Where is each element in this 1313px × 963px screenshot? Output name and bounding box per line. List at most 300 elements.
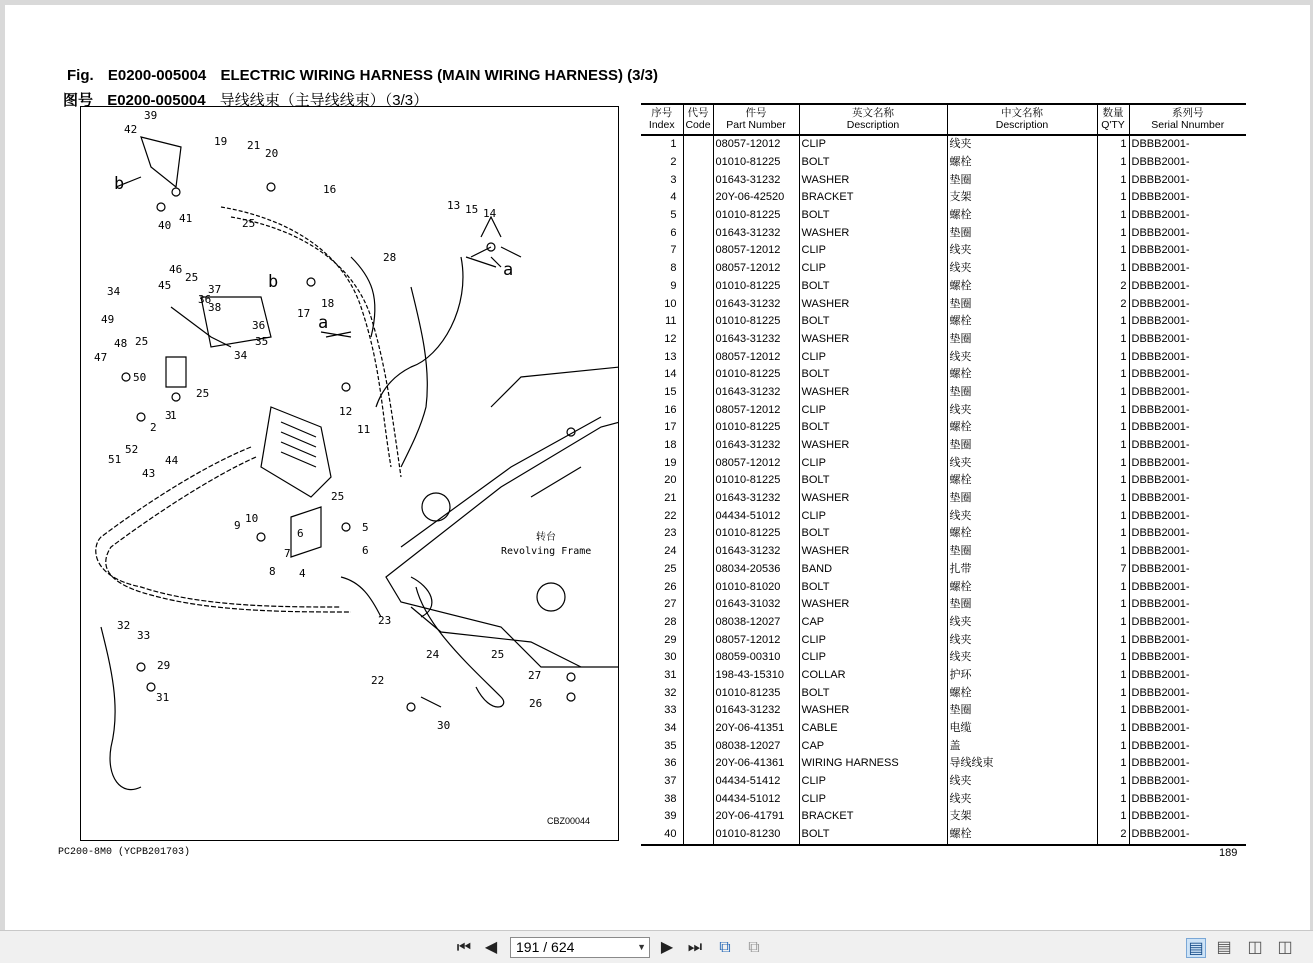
table-row [641,561,1246,579]
cell-serial: DBBB2001- [1129,702,1246,720]
cell-desc-en: CLIP [799,401,947,419]
callout-number: 23 [378,614,392,627]
cell-desc-cn: 线夹 [947,135,1097,154]
cell-qty: 1 [1097,313,1129,331]
table-row [641,578,1246,596]
cell-index: 27 [664,598,677,611]
cell-qty: 1 [1097,790,1129,808]
cell-desc-cn: 螺栓 [947,472,1097,490]
table-header-row [641,104,1246,135]
cell-code [683,684,713,702]
cell-part: 20Y-06-42520 [713,189,799,207]
chevron-down-icon[interactable]: ▼ [637,942,646,952]
table-row [641,224,1246,242]
cell-desc-cn: 垫圈 [947,596,1097,614]
cell-desc-en: BOLT [799,472,947,490]
callout-number: 20 [265,147,279,160]
first-page-icon[interactable]: ⏮ [456,939,472,956]
callout-number: 39 [144,109,158,122]
column-header [641,104,683,135]
cell-serial: DBBB2001- [1129,614,1246,632]
cell-qty: 1 [1097,242,1129,260]
cell-code [683,366,713,384]
cell-desc-cn: 垫圈 [947,384,1097,402]
cell-index: 38 [664,792,677,805]
cell-desc-en: COLLAR [799,667,947,685]
cell-desc-en: WASHER [799,384,947,402]
cell-serial: DBBB2001- [1129,755,1246,773]
page-number-select[interactable] [510,937,650,958]
table-row [641,507,1246,525]
cell-qty: 1 [1097,525,1129,543]
prev-view-icon[interactable]: ⧉ [719,939,731,956]
cell-part: 20Y-06-41351 [713,720,799,738]
cell-qty: 1 [1097,773,1129,791]
cell-desc-en: CLIP [799,242,947,260]
column-header-en: Q'TY [1101,119,1125,131]
cell-code [683,649,713,667]
cell-qty: 1 [1097,755,1129,773]
cell-index: 29 [664,633,677,646]
next-view-icon[interactable]: ⧉ [748,939,760,956]
cell-serial: DBBB2001- [1129,507,1246,525]
table-row [641,154,1246,172]
cell-desc-cn: 垫圈 [947,295,1097,313]
fig-code: E0200-005004 [107,67,207,84]
cell-part: 01643-31232 [713,295,799,313]
cell-serial: DBBB2001- [1129,437,1246,455]
column-header-en: Code [685,119,711,131]
cell-index: 28 [664,615,677,628]
callout-number: 36 [252,319,266,332]
cell-desc-cn: 垫圈 [947,437,1097,455]
cell-part: 01010-81225 [713,366,799,384]
callout-number: 30 [437,719,451,732]
cell-code [683,737,713,755]
cell-code [683,507,713,525]
table-row [641,543,1246,561]
cell-desc-en: CLIP [799,507,947,525]
cell-part: 01010-81225 [713,419,799,437]
cell-part: 08059-00310 [713,649,799,667]
callout-number: 52 [125,443,139,456]
cell-serial: DBBB2001- [1129,808,1246,826]
callout-number: 28 [383,251,397,264]
cell-serial: DBBB2001- [1129,790,1246,808]
parts-table-body [641,135,1246,845]
cell-index: 18 [664,439,677,452]
cell-desc-en: BRACKET [799,189,947,207]
fig-label-cn: 图号 [63,92,94,109]
cell-desc-en: WASHER [799,543,947,561]
continuous-view-icon[interactable]: ▤ [1216,939,1232,956]
cell-code [683,189,713,207]
last-page-icon[interactable]: ⏭ [687,939,703,956]
cell-desc-cn: 螺栓 [947,154,1097,172]
figure-title-en [67,67,668,84]
column-header [1097,104,1129,135]
cell-index: 33 [664,704,677,717]
cell-desc-en: WASHER [799,331,947,349]
cell-serial: DBBB2001- [1129,684,1246,702]
callout-number: 3 [165,409,172,422]
cell-qty: 1 [1097,401,1129,419]
cell-qty: 1 [1097,189,1129,207]
fig-title-cn-text: 导线线束（主导线线束）（3/3） [219,92,429,109]
cell-qty: 1 [1097,808,1129,826]
table-row [641,260,1246,278]
callout-number: 2 [150,421,157,434]
cell-code [683,437,713,455]
cell-code [683,808,713,826]
table-row [641,348,1246,366]
cell-code [683,313,713,331]
callout-number: 37 [208,283,222,296]
cell-serial: DBBB2001- [1129,189,1246,207]
cell-serial: DBBB2001- [1129,649,1246,667]
cell-part: 08057-12012 [713,454,799,472]
cell-qty: 1 [1097,472,1129,490]
cell-qty: 1 [1097,596,1129,614]
cell-desc-cn: 线夹 [947,614,1097,632]
callout-number: 6 [362,544,369,557]
cell-qty: 1 [1097,384,1129,402]
cell-desc-en: WASHER [799,437,947,455]
cell-part: 01010-81225 [713,525,799,543]
callout-number: 47 [94,351,108,364]
cell-code [683,490,713,508]
cell-serial: DBBB2001- [1129,224,1246,242]
cell-desc-cn: 螺栓 [947,578,1097,596]
table-row [641,384,1246,402]
cell-desc-en: CAP [799,614,947,632]
cell-qty: 1 [1097,631,1129,649]
callout-number: 43 [142,467,156,480]
table-row [641,720,1246,738]
cell-desc-cn: 垫圈 [947,490,1097,508]
cell-desc-en: WASHER [799,596,947,614]
table-row [641,631,1246,649]
cell-code [683,260,713,278]
cell-desc-en: CLIP [799,631,947,649]
column-header-cn: 件号 [745,107,767,119]
cell-part: 198-43-15310 [713,667,799,685]
cell-code [683,614,713,632]
cell-qty: 1 [1097,331,1129,349]
document-page [5,5,1310,930]
cell-desc-en: CLIP [799,649,947,667]
cell-desc-cn: 线夹 [947,454,1097,472]
cell-part: 01010-81235 [713,684,799,702]
cell-index: 39 [664,810,677,823]
callout-number: 13 [447,199,461,212]
cell-part: 01010-81230 [713,826,799,845]
cell-qty: 1 [1097,667,1129,685]
cell-code [683,348,713,366]
cell-desc-en: CAP [799,737,947,755]
cell-serial: DBBB2001- [1129,578,1246,596]
column-header-cn: 中文名称 [1001,107,1043,119]
cell-qty: 2 [1097,278,1129,296]
cell-desc-cn: 垫圈 [947,171,1097,189]
cell-index: 35 [664,739,677,752]
cell-qty: 1 [1097,224,1129,242]
cell-desc-en: CLIP [799,454,947,472]
cell-desc-cn: 线夹 [947,507,1097,525]
callout-number: 9 [234,519,241,532]
cell-index: 37 [664,775,677,788]
cell-code [683,135,713,154]
column-header-cn: 系列号 [1172,107,1204,119]
cell-index: 22 [664,509,677,522]
table-row [641,313,1246,331]
table-row [641,278,1246,296]
cell-serial: DBBB2001- [1129,631,1246,649]
cell-desc-en: CLIP [799,135,947,154]
callout-number: 4 [299,567,306,580]
cell-desc-cn: 线夹 [947,242,1097,260]
column-header [683,104,713,135]
cell-desc-cn: 螺栓 [947,366,1097,384]
cell-part: 01010-81225 [713,313,799,331]
cell-desc-cn: 垫圈 [947,543,1097,561]
cell-desc-en: WASHER [799,702,947,720]
cell-index: 31 [664,668,677,681]
cell-serial: DBBB2001- [1129,561,1246,579]
cell-index: 4 [670,191,677,204]
cell-code [683,454,713,472]
cell-desc-cn: 垫圈 [947,702,1097,720]
page-display: 191 / 624 [516,939,575,955]
callout-number: 41 [179,212,193,225]
callout-number: 50 [133,371,147,384]
cell-desc-cn: 电缆 [947,720,1097,738]
callout-number: 1 [170,409,177,422]
cell-desc-en: CLIP [799,348,947,366]
cell-desc-cn: 盖 [947,737,1097,755]
callout-number: 34 [234,349,248,362]
cell-part: 04434-51412 [713,773,799,791]
table-row [641,401,1246,419]
single-page-view-icon[interactable]: ▤ [1186,938,1206,958]
cell-index: 26 [664,580,677,593]
viewer-toolbar [0,930,1313,963]
table-row [641,331,1246,349]
callout-number: 14 [483,207,497,220]
cell-desc-cn: 螺栓 [947,525,1097,543]
callout-number: 25 [331,490,345,503]
cell-desc-en: BOLT [799,366,947,384]
cell-index: 8 [670,262,677,275]
cell-index: 32 [664,686,677,699]
cell-qty: 1 [1097,419,1129,437]
frame-label-en: Revolving Frame [501,546,592,557]
cell-qty: 1 [1097,543,1129,561]
cell-qty: 1 [1097,490,1129,508]
cell-part: 08038-12027 [713,614,799,632]
cell-part: 01643-31232 [713,384,799,402]
cell-part: 01010-81225 [713,207,799,225]
cell-index: 17 [664,421,677,434]
cell-desc-cn: 螺栓 [947,419,1097,437]
cell-index: 11 [665,315,677,328]
cell-qty: 1 [1097,702,1129,720]
callout-number: 10 [245,512,259,525]
cell-desc-cn: 扎带 [947,561,1097,579]
cell-part: 01010-81225 [713,154,799,172]
page-number: 189 [1219,847,1238,859]
cell-serial: DBBB2001- [1129,135,1246,154]
cell-desc-en: BOLT [799,154,947,172]
cell-qty: 1 [1097,437,1129,455]
callout-number: 42 [124,123,138,136]
cell-desc-cn: 螺栓 [947,207,1097,225]
cell-part: 08034-20536 [713,561,799,579]
cell-qty: 1 [1097,348,1129,366]
cell-desc-cn: 螺栓 [947,278,1097,296]
cell-serial: DBBB2001- [1129,313,1246,331]
column-header-cn: 英文名称 [852,107,894,119]
cell-code [683,171,713,189]
cell-index: 20 [664,474,677,487]
callout-number: 33 [137,629,151,642]
table-row [641,171,1246,189]
model-footer: PC200-8M0 (YCPB201703) [58,847,191,858]
exploded-diagram [80,106,619,841]
cell-index: 23 [664,527,677,540]
cell-index: 36 [664,757,677,770]
cell-code [683,755,713,773]
callout-number: 35 [255,335,269,348]
callout-number: 49 [101,313,115,326]
cell-desc-cn: 线夹 [947,401,1097,419]
cell-desc-en: CABLE [799,720,947,738]
callout-number: 16 [323,183,337,196]
cell-desc-en: BAND [799,561,947,579]
cell-serial: DBBB2001- [1129,543,1246,561]
cell-index: 25 [664,562,677,575]
cell-index: 30 [664,651,677,664]
cell-part: 08057-12012 [713,401,799,419]
cell-code [683,773,713,791]
cell-desc-cn: 螺栓 [947,826,1097,845]
cell-desc-en: BOLT [799,313,947,331]
cell-index: 2 [670,156,677,169]
cell-serial: DBBB2001- [1129,242,1246,260]
callout-number: 31 [156,691,170,704]
cell-code [683,154,713,172]
cell-qty: 1 [1097,154,1129,172]
cell-code [683,384,713,402]
cell-serial: DBBB2001- [1129,490,1246,508]
cell-qty: 1 [1097,454,1129,472]
cell-desc-en: BOLT [799,578,947,596]
cell-qty: 1 [1097,260,1129,278]
fig-title-text: ELECTRIC WIRING HARNESS (MAIN WIRING HARNESS) (3/3) [220,67,658,84]
frame-label-cn: 转台 [536,532,556,543]
callout-number: 44 [165,454,179,467]
cell-serial: DBBB2001- [1129,720,1246,738]
cell-code [683,543,713,561]
table-row [641,737,1246,755]
facing-view-icon[interactable]: ◫ [1247,939,1263,956]
callout-number: 25 [185,271,199,284]
table-row [641,135,1246,154]
cell-serial: DBBB2001- [1129,331,1246,349]
column-header-en: Serial Nnumber [1151,119,1225,131]
cell-code [683,720,713,738]
cell-desc-en: WASHER [799,490,947,508]
next-page-icon[interactable]: ▶ [660,939,674,956]
cell-qty: 1 [1097,720,1129,738]
callout-number: 7 [284,547,291,560]
column-header-cn: 代号 [687,107,709,119]
table-row [641,614,1246,632]
cell-index: 6 [670,226,677,239]
cell-serial: DBBB2001- [1129,454,1246,472]
cell-code [683,278,713,296]
wiring-diagram-drawing [81,107,619,841]
cell-desc-cn: 螺栓 [947,684,1097,702]
table-row [641,419,1246,437]
cell-desc-en: CLIP [799,790,947,808]
callout-number: 18 [321,297,335,310]
cell-index: 9 [670,279,677,292]
column-header [947,104,1097,135]
cell-part: 08057-12012 [713,260,799,278]
cell-part: 01643-31232 [713,437,799,455]
callout-number: 36 [198,293,212,306]
table-row [641,525,1246,543]
table-row [641,649,1246,667]
table-row [641,242,1246,260]
cell-index: 10 [664,297,677,310]
table-row [641,490,1246,508]
cell-part: 08038-12027 [713,737,799,755]
cell-part: 08057-12012 [713,135,799,154]
cell-serial: DBBB2001- [1129,737,1246,755]
cell-desc-en: WIRING HARNESS [799,755,947,773]
cell-desc-cn: 线夹 [947,649,1097,667]
cell-serial: DBBB2001- [1129,207,1246,225]
cell-code [683,401,713,419]
callout-number: 26 [529,697,543,710]
table-row [641,437,1246,455]
callout-number: b [114,174,125,194]
cell-qty: 1 [1097,737,1129,755]
cell-desc-en: BOLT [799,684,947,702]
prev-page-icon[interactable]: ◀ [484,939,498,956]
cell-code [683,295,713,313]
cell-desc-en: BOLT [799,278,947,296]
cell-serial: DBBB2001- [1129,154,1246,172]
cell-desc-en: BOLT [799,826,947,845]
cell-desc-en: CLIP [799,260,947,278]
fig-code-cn: E0200-005004 [107,92,206,109]
table-row [641,596,1246,614]
cell-desc-cn: 线夹 [947,631,1097,649]
cell-desc-en: BOLT [799,525,947,543]
table-row [641,366,1246,384]
cell-part: 01643-31232 [713,331,799,349]
column-header [799,104,947,135]
callout-number: 32 [117,619,131,632]
cell-part: 01643-31232 [713,490,799,508]
cell-code [683,331,713,349]
cell-desc-en: CLIP [799,773,947,791]
continuous-facing-view-icon[interactable]: ◫ [1277,939,1293,956]
cell-desc-en: BOLT [799,419,947,437]
